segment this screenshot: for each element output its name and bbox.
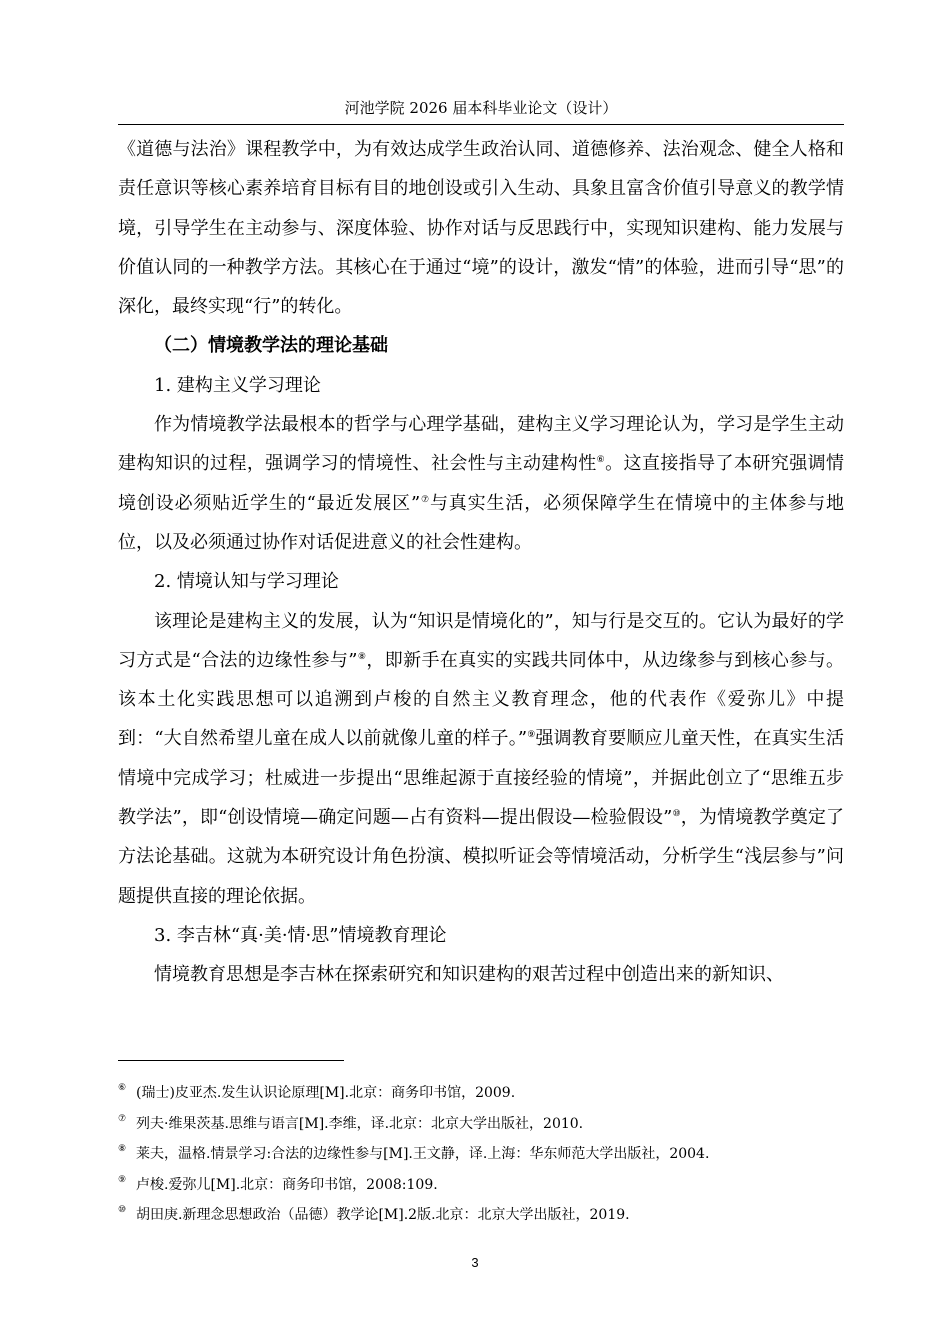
paragraph-text: 该理论是建构主义的发展，认为“知识是情境化的”，知与行是交互的。它认为最好的学习方式是“合法的边缘性参与” xyxy=(118,610,844,671)
footnote-item xyxy=(118,1078,844,1109)
paragraph-text: ，即新手在真实的实践共同体中，从边缘参与到核心参与。该本土化实践思想可以追溯到卢梭的自然主义教育理念，他的代表作《爱弥儿》中提到：“大自然希望儿童在成人以前就像儿童的样子。” xyxy=(118,649,845,750)
paragraph-text: 作为情境教学法最根本的哲学与心理学基础，建构主义学习理论认为，学习是学生主动建构知识的过程，强调学习的情境性、社会性与主动建构性 xyxy=(118,414,844,475)
footnote-ref[interactable]: ⑦ xyxy=(420,494,430,505)
paragraph-text: 强调教育要顺应儿童天性，在真实生活情境中完成学习；杜威进一步提出“思维起源于直接经验的情境”，并据此创立了“思维五步教学法”，即“创设情境—确定问题—占有资料—提出假设—检验假设” xyxy=(118,728,844,829)
footnotes xyxy=(118,1078,844,1231)
footnote-item xyxy=(118,1170,844,1201)
footnote-mark: ⑩ xyxy=(118,1205,127,1215)
footnote-text: (瑞士)皮亚杰.发生认识论原理[M].北京：商务印书馆，2009. xyxy=(136,1085,516,1101)
footnote-item xyxy=(118,1139,844,1170)
body-text xyxy=(118,130,844,995)
paragraph-text: 与真实生活，必须保障学生在情境中的主体参与地位，以及必须通过协作对话促进意义的社会性建构。 xyxy=(118,492,844,553)
footnote-mark: ⑥ xyxy=(118,1083,127,1093)
paragraph-constructivism xyxy=(118,405,844,562)
footnote-text: 卢梭.爱弥儿[M].北京：商务印书馆，2008:109. xyxy=(136,1176,438,1193)
header-rule xyxy=(118,124,844,125)
paragraph-li-jilin: 情境教育思想是李吉林在探索研究和知识建构的艰苦过程中创造出来的新知识、 xyxy=(154,964,784,986)
running-header: 河池学院 2026 届本科毕业论文（设计） xyxy=(344,99,618,117)
footnote-ref[interactable]: ⑨ xyxy=(527,730,536,741)
footnote-ref[interactable]: ⑩ xyxy=(672,809,681,820)
section-heading: （二）情境教学法的理论基础 xyxy=(154,335,388,357)
footnote-text: 列夫·维果茨基.思维与语言[M].李维，译.北京：北京大学出版社，2010. xyxy=(136,1115,584,1132)
footnote-mark: ⑦ xyxy=(118,1113,127,1124)
footnote-mark: ⑨ xyxy=(118,1174,127,1185)
paragraph-text: ，为情境教学奠定了方法论基础。这就为本研究设计角色扮演、模拟听证会等情境活动，分析学生“浅层参与”问题提供直接的理论依据。 xyxy=(118,807,845,907)
footnote-mark: ⑧ xyxy=(118,1144,127,1154)
footnote-item xyxy=(118,1200,844,1231)
paragraph-continued: 《道德与法治》课程教学中，为有效达成学生政治认同、道德修养、法治观念、健全人格和责任意识等核心素养培育目标有目的地创设或引入生动、具象且富含价值引导意义的教学情境，引导学生在主动参与、深度体验、协作对话与反思践行中，实现知识建构、能力发展与价值认同的一种教学方法。其核心在于通过“境”的设计，激发“情”的体验，进而引导“思”的深化，最终实现“行”的转化。 xyxy=(118,139,844,318)
subheading-li-jilin: 3. 李吉林“真·美·情·思”情境教育理论 xyxy=(154,924,447,946)
footnote-text: 胡田庚.新理念思想政治（品德）教学论[M].2版.北京：北京大学出版社，2019. xyxy=(136,1207,630,1223)
subheading-situated-cognition: 2. 情境认知与学习理论 xyxy=(154,571,339,593)
subheading-constructivism: 1. 建构主义学习理论 xyxy=(154,374,321,396)
paragraph-situated-cognition xyxy=(118,602,844,916)
paragraph-text: 。这直接指导了本研究强调情境创设必须贴近学生的“最近发展区” xyxy=(118,453,845,514)
footnote-ref[interactable]: ⑧ xyxy=(357,651,367,662)
page-number: 3 xyxy=(471,1255,479,1270)
footnote-text: 莱夫，温格.情景学习:合法的边缘性参与[M].王文静，译.上海：华东师范大学出版社，2004. xyxy=(136,1146,710,1162)
footnote-item xyxy=(118,1109,844,1140)
footnote-separator xyxy=(118,1060,344,1061)
footnote-ref[interactable]: ⑥ xyxy=(596,455,606,466)
